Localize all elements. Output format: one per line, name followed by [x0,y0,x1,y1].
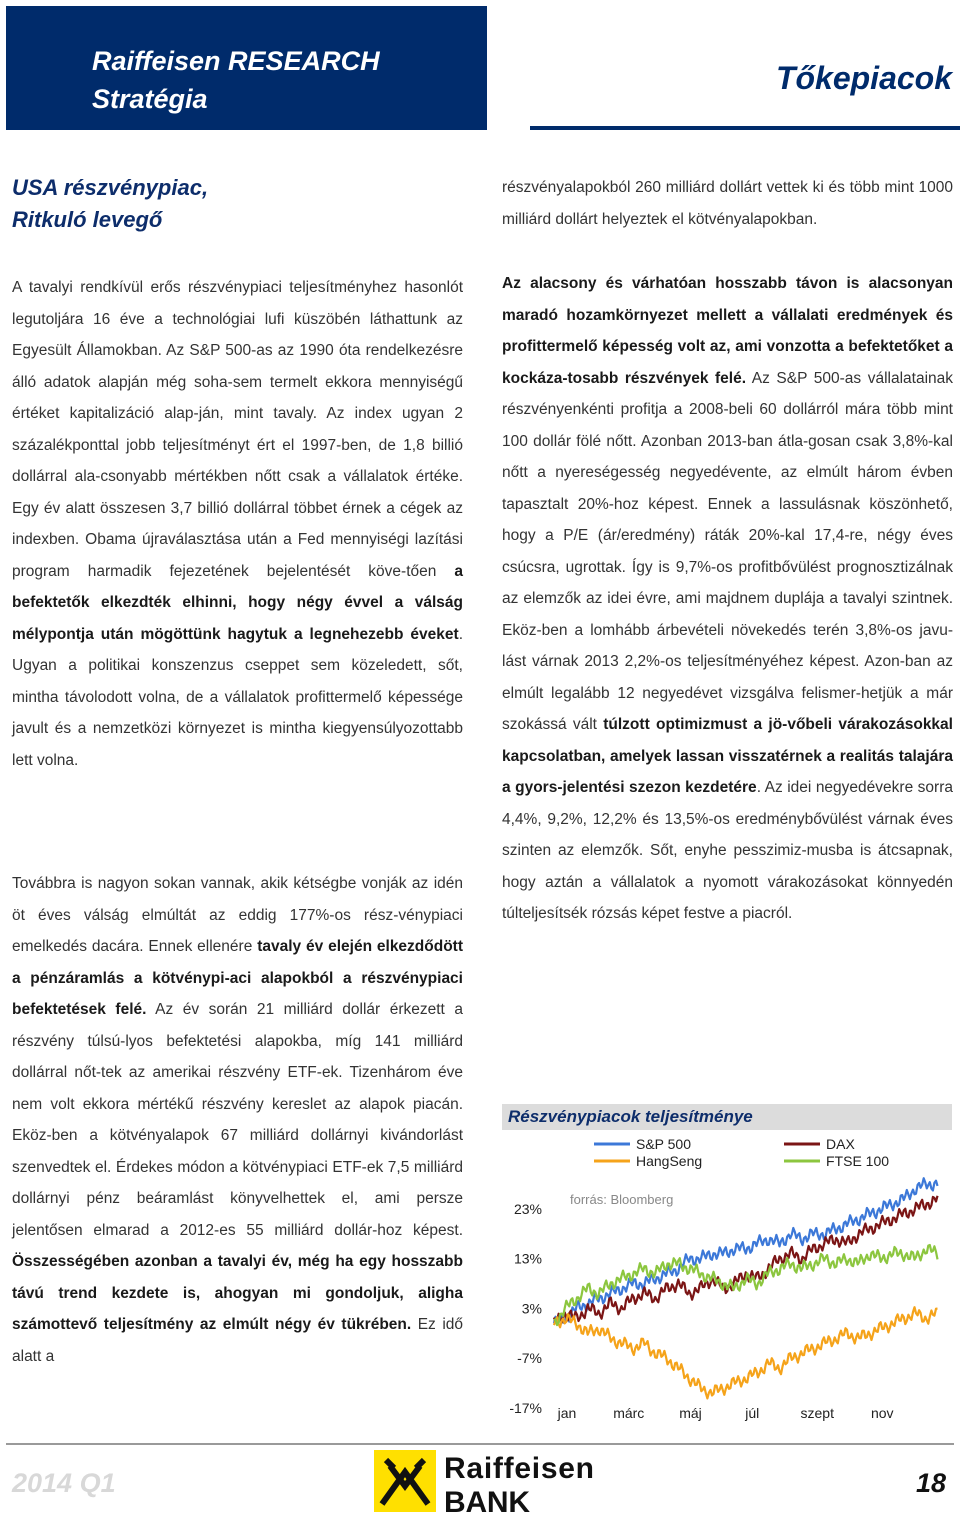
article-title-line1: USA részvénypiac, [12,175,209,200]
x-tick-label: máj [679,1405,702,1421]
y-tick-label: 23% [513,1200,542,1217]
brand-title: Raiffeisen RESEARCH [92,46,380,76]
x-tick-label: júl [745,1405,760,1421]
brand-subtitle: Stratégia [92,84,208,114]
y-tick-label: 13% [513,1250,542,1267]
y-tick-label: -7% [517,1350,542,1367]
y-tick-label: 3% [521,1300,542,1317]
legend-label: DAX [826,1136,855,1152]
col-right-paragraph: részvényalapokból 260 milliárd dollárt vettek ki és több mint 1000 milliárd dollárt helyeztek el kötvényalapokban. [502,179,953,228]
article-title [12,172,208,236]
col-left-paragraph: Továbbra is nagyon sokan vannak, akik kétségbe vonják az idén öt éves válság elmúltát az eddig 177%-os rész-vénypiaci emelkedés dacára. Ennek ellenére tavaly év elején elkezdődött a pénzáramlás a kötvénypi-aci alapokból a részvénypiaci befektetések felé. Az év során 21 milliárd dollár érkezett a részvény túlsú-lyos befektetési alapokba, míg 141 milliárd dollárral nőt-tek az amerikai részvény ETF-ek. Tizenhárom éve nem volt ekkora mértékű részvény kereslet az alapok piacán. Eköz-ben a kötvényalapok 67 milliárd dollárnyi kivándorlást szenvedtek el. Érdekes módon a kötvénypiaci ETF-ek 7,5 milliárd dollárnyi pénz beáramlást könyvelhettek el, ami persze jelentősen elmarad a 2012-es 55 milliárd dollár-hoz képest. Összességében azonban a tavalyi év, még ha egy hosszabb távú trend kezdete is, ahogyan mi gondoljuk, aligha számottevő teljesítmény az elmúlt négy év tükrében. Ez idő alatt a [12,875,463,1365]
col-right-paragraph: Az alacsony és várhatóan hosszabb távon is alacsonyan maradó hozamkörnyezet mellett a vállalati eredmények és profittermelő képesség volt az, ami vonzotta a befektetőket a kockáza-tosabb részvények felé. Az S&P 500-as vállalatainak részvényenkénti profitja a 2008-beli 60 dollárról mára több mint 100 dollár fölé nőtt. Azonban 2013-ban átla-gosan csak 3,8%-kal nőtt a nyereségesség negyedévente, az elmúlt három évben tapasztalt 20%-hoz képest. Ennek a lassulásnak köszönhető, hogy a P/E (ár/eredmény) ráták 20%-kal 17,4-re, négy éves csúcsra, ugrottak. Így is 9,7%-os profitbővülést prognosztizálnak az elemzők az idei évre, ami majdnem duplája a tavalyi szintnek. Eköz-ben a lomhább árbevételi növekedés terén 3,8%-os javu-lást várnak 2013 2,2%-os teljesítményéhez képest. Azon-ban az elmúlt legalább 12 negyedévet vizsgálva felismer-hetjük a már szokássá vált túlzott optimizmust a jö-vőbeli várakozásokkal kapcsolatban, amelyek lassan visszatérnek a realitás talajára a gyors-jelentési szezon kezdetére. Az idei negyedévekre sorra 4,4%, 9,2%, 12,2% és 13,5%-os eredménybővülést várnak éves szinten az elemzők. Sőt, enyhe pesszimiz-musba is átcsapnak, hogy aztán a vállalatok a nyomott várakozásokat könnyedén túlteljesítsék rózsás képet festve a piacról. [502,275,953,922]
quarter-label: 2014 Q1 [12,1468,116,1498]
section-title: Tőkepiacok [775,60,952,96]
series-line [554,1307,938,1398]
legend-label: FTSE 100 [826,1153,890,1169]
logo-text-bank: BANK [444,1486,530,1518]
header-banner [6,6,487,130]
x-tick-label: szept [800,1405,834,1421]
y-tick-label: -17% [509,1400,542,1416]
chart-source: forrás: Bloomberg [570,1192,674,1207]
x-tick-label: jan [557,1405,577,1421]
performance-chart [502,1104,952,1424]
raiffeisen-logo-mark [372,1446,602,1518]
page-number: 18 [915,1468,946,1498]
x-tick-label: márc [613,1405,645,1421]
logo-text-raiffeisen: Raiffeisen [444,1452,594,1485]
chart-title: Részvénypiacok teljesítménye [502,1104,952,1130]
legend-label: S&P 500 [636,1136,692,1152]
x-tick-label: nov [870,1405,894,1421]
header-rule [530,126,960,130]
chart-svg [502,1130,952,1424]
raiffeisen-logo [372,1446,602,1518]
col-left-paragraph: A tavalyi rendkívül erős részvénypiaci teljesítményhez hasonlót legutoljára 16 éve a technológiai lufi küszöbén láthattunk az Egyesült Államokban. Az S&P 500-as az 1990 óta rendelkezésre álló adatok alapján még soha-sem termelt ekkora mennyiségű értéket kapitalizáció alap-ján, mint tavaly. Az index ugyan 2 százalékponttal jobb teljesítményt ért el 1997-ben, de 1,8 billió dollárral ala-csonyabb mértékben nőtt csak a vállalatok értéke. Egy év alatt összesen 3,7 billió dollárral többet érnek a cégek az indexben. Obama újraválasztása után a Fed mennyiségi lazítási program harmadik fejezetének bejelentését köve-tően a befektetők elkezdték elhinni, hogy négy évvel a válság mélypontja után mögöttünk hagytuk a legnehezebb éveket. Ugyan a politikai konszenzus cseppet sem közeledett, sőt, mintha távolodott volna, de a vállalatok profittermelő képessége javult és a nemzetközi környezet is mintha kiegyensúlyozottabb lett volna. [12,279,463,769]
footer-rule [6,1443,954,1445]
legend-label: HangSeng [636,1153,703,1169]
article-title-line2: Ritkuló levegő [12,207,163,232]
